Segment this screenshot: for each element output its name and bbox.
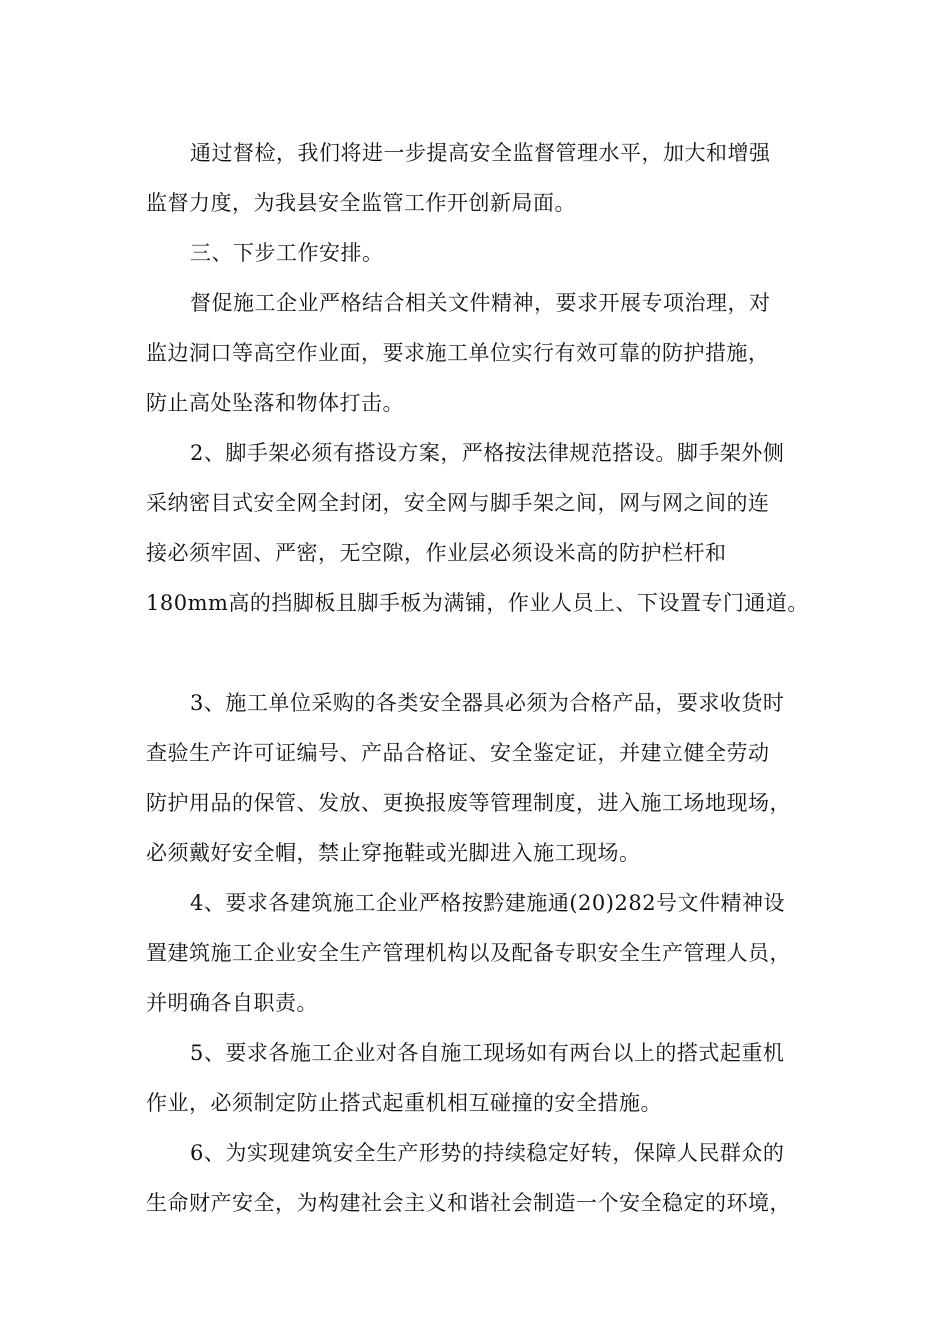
text-line: 通过督检，我们将进一步提高安全监督管理水平，加大和增强 (190, 141, 771, 165)
paragraph-item-3 (146, 678, 826, 878)
paragraph-item-1 (146, 278, 826, 428)
text-line: 180mm高的挡脚板且脚手板为满铺，作业人员上、下设置专门通道。 (146, 591, 809, 615)
section-heading-next-steps (146, 228, 826, 278)
paragraph-item-4 (146, 878, 826, 1028)
text-line: 3、施工单位采购的各类安全器具必须为合格产品，要求收货时 (190, 691, 785, 715)
text-line: 2、脚手架必须有搭设方案，严格按法律规范搭设。脚手架外侧 (190, 441, 785, 465)
paragraph-item-6 (146, 1128, 826, 1228)
text-line: 监督力度，为我县安全监管工作开创新局面。 (146, 191, 576, 215)
text-line: 必须戴好安全帽，禁止穿拖鞋或光脚进入施工现场。 (146, 841, 641, 865)
paragraph-item-5 (146, 1028, 826, 1128)
text-line: 4、要求各建筑施工企业严格按黔建施通(20)282号文件精神设 (190, 891, 786, 915)
text-line: 防止高处坠落和物体打击。 (146, 391, 404, 415)
paragraph-supervision-summary (146, 128, 826, 228)
text-line: 生命财产安全，为构建社会主义和谐社会制造一个安全稳定的环境， (146, 1191, 791, 1215)
text-line: 接必须牢固、严密，无空隙，作业层必须设米高的防护栏杆和 (146, 541, 727, 565)
text-line: 查验生产许可证编号、产品合格证、安全鉴定证，并建立健全劳动 (146, 741, 770, 765)
text-line: 防护用品的保管、发放、更换报废等管理制度，进入施工场地现场， (146, 791, 791, 815)
text-line: 置建筑施工企业安全生产管理机构以及配备专职安全生产管理人员， (146, 941, 791, 965)
text-line: 监边洞口等高空作业面，要求施工单位实行有效可靠的防护措施， (146, 341, 770, 365)
text-line: 6、为实现建筑安全生产形势的持续稳定好转，保障人民群众的 (190, 1141, 785, 1165)
text-line: 5、要求各施工企业对各自施工现场如有两台以上的搭式起重机 (190, 1041, 785, 1065)
text-line: 并明确各自职责。 (146, 991, 318, 1015)
text-line: 作业，必须制定防止搭式起重机相互碰撞的安全措施。 (146, 1091, 662, 1115)
text-line: 督促施工企业严格结合相关文件精神，要求开展专项治理，对 (190, 291, 771, 315)
text-line: 采纳密目式安全网全封闭，安全网与脚手架之间，网与网之间的连 (146, 491, 770, 515)
text-line: 三、下步工作安排。 (190, 241, 384, 265)
paragraph-item-2 (146, 428, 826, 628)
